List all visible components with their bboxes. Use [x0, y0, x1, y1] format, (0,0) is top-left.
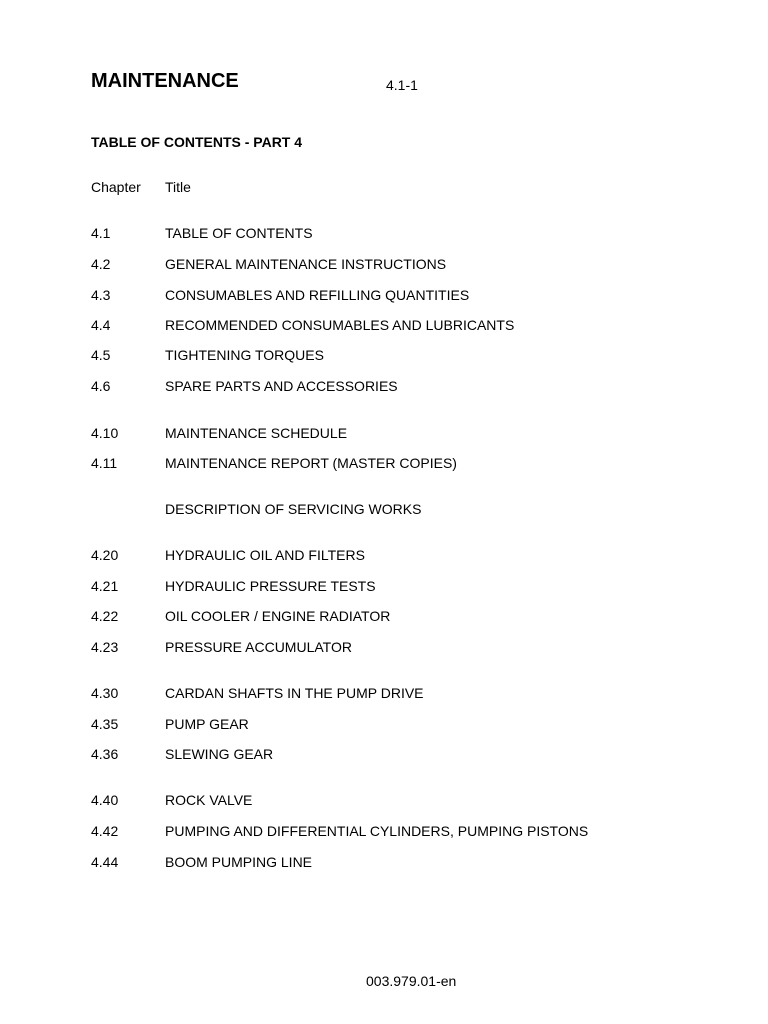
- toc-chapter-title: TABLE OF CONTENTS: [165, 225, 313, 241]
- toc-row: [0, 347, 768, 367]
- toc-subheading: DESCRIPTION OF SERVICING WORKS: [165, 501, 422, 517]
- toc-chapter-number: 4.6: [91, 378, 111, 394]
- toc-chapter-number: 4.22: [91, 608, 119, 624]
- toc-chapter-title: SLEWING GEAR: [165, 746, 274, 762]
- toc-chapter-title: HYDRAULIC OIL AND FILTERS: [165, 547, 365, 563]
- toc-row: [0, 256, 768, 276]
- toc-row: [0, 716, 768, 736]
- column-header-title: Title: [165, 179, 191, 195]
- toc-chapter-number: 4.40: [91, 792, 119, 808]
- document-number: 003.979.01-en: [366, 973, 457, 989]
- toc-row: [0, 317, 768, 337]
- toc-chapter-number: 4.5: [91, 347, 111, 363]
- toc-chapter-number: 4.4: [91, 317, 111, 333]
- toc-chapter-title: ROCK VALVE: [165, 792, 253, 808]
- toc-chapter-number: 4.2: [91, 256, 111, 272]
- toc-row: [0, 225, 768, 245]
- toc-chapter-title: MAINTENANCE REPORT (MASTER COPIES): [165, 455, 457, 471]
- toc-chapter-title: MAINTENANCE SCHEDULE: [165, 425, 348, 441]
- toc-chapter-title: CARDAN SHAFTS IN THE PUMP DRIVE: [165, 685, 424, 701]
- toc-chapter-number: 4.44: [91, 854, 119, 870]
- toc-chapter-number: 4.1: [91, 225, 111, 241]
- toc-chapter-number: 4.20: [91, 547, 119, 563]
- toc-chapter-title: HYDRAULIC PRESSURE TESTS: [165, 578, 376, 594]
- toc-chapter-title: OIL COOLER / ENGINE RADIATOR: [165, 608, 391, 624]
- toc-heading: TABLE OF CONTENTS - PART 4: [91, 134, 303, 150]
- toc-chapter-title: PRESSURE ACCUMULATOR: [165, 639, 352, 655]
- toc-chapter-number: 4.23: [91, 639, 119, 655]
- toc-chapter-number: 4.3: [91, 287, 111, 303]
- toc-chapter-number: 4.30: [91, 685, 119, 701]
- toc-row: [0, 425, 768, 445]
- toc-chapter-number: 4.36: [91, 746, 119, 762]
- toc-chapter-title: SPARE PARTS AND ACCESSORIES: [165, 378, 398, 394]
- page-number: 4.1-1: [386, 77, 418, 93]
- toc-chapter-title: CONSUMABLES AND REFILLING QUANTITIES: [165, 287, 470, 303]
- toc-chapter-title: GENERAL MAINTENANCE INSTRUCTIONS: [165, 256, 447, 272]
- toc-chapter-title: BOOM PUMPING LINE: [165, 854, 313, 870]
- toc-chapter-number: 4.42: [91, 823, 119, 839]
- toc-row: [0, 608, 768, 628]
- toc-row: [0, 547, 768, 567]
- column-header-chapter: Chapter: [91, 179, 141, 195]
- toc-chapter-number: 4.35: [91, 716, 119, 732]
- toc-row: [0, 792, 768, 812]
- toc-chapter-title: PUMPING AND DIFFERENTIAL CYLINDERS, PUMPING PISTONS: [165, 823, 589, 839]
- section-title: MAINTENANCE: [91, 70, 239, 92]
- toc-chapter-title: RECOMMENDED CONSUMABLES AND LUBRICANTS: [165, 317, 515, 333]
- toc-row: [0, 823, 768, 843]
- toc-row: [0, 685, 768, 705]
- toc-chapter-number: 4.11: [91, 455, 118, 471]
- toc-row: [0, 854, 768, 874]
- toc-row: [0, 378, 768, 398]
- toc-row: [0, 455, 768, 475]
- toc-chapter-number: 4.21: [91, 578, 119, 594]
- toc-row: [0, 639, 768, 659]
- toc-chapter-title: TIGHTENING TORQUES: [165, 347, 324, 363]
- toc-chapter-title: PUMP GEAR: [165, 716, 249, 732]
- toc-row: [0, 287, 768, 307]
- toc-chapter-number: 4.10: [91, 425, 119, 441]
- toc-row: [0, 578, 768, 598]
- toc-row: [0, 746, 768, 766]
